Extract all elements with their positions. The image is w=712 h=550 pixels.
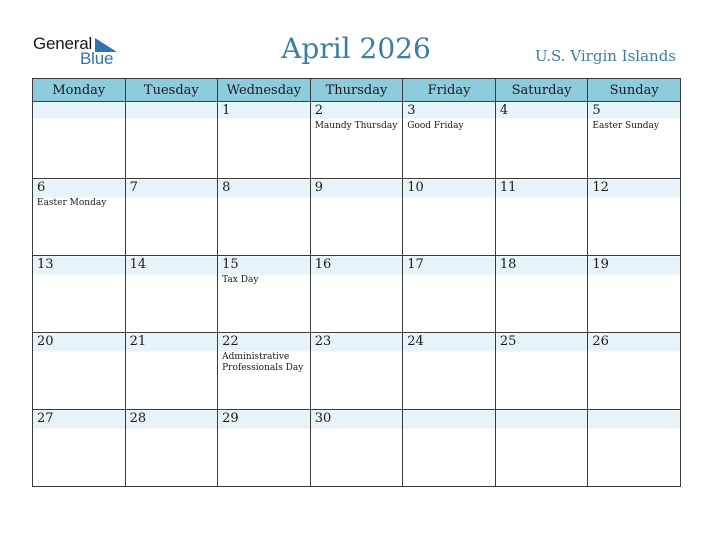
holiday-label — [403, 196, 495, 198]
day-cell — [218, 256, 311, 333]
day-number: 26 — [592, 334, 609, 349]
holiday-label — [126, 273, 218, 275]
day-cell — [588, 333, 681, 410]
day-number: 28 — [129, 411, 147, 426]
holiday-label — [311, 350, 403, 352]
day-cell — [218, 179, 311, 256]
day-number: 12 — [592, 180, 609, 195]
holiday-label — [496, 119, 588, 121]
day-number: 17 — [407, 257, 424, 272]
holiday-label — [126, 196, 218, 198]
logo-word-blue: Blue — [80, 49, 114, 68]
day-number: 10 — [407, 180, 424, 195]
holiday-label: Administrative Professionals Day — [222, 352, 304, 373]
day-cell — [125, 102, 218, 179]
day-number: 25 — [499, 334, 517, 349]
holiday-label — [218, 196, 310, 198]
holiday-label: Maundy Thursday — [314, 121, 398, 131]
holiday-label — [33, 350, 125, 352]
week-row — [33, 102, 681, 179]
day-cell — [403, 333, 496, 410]
weekday-friday: Friday — [403, 79, 496, 102]
holiday-label — [33, 273, 125, 275]
holiday-label: Easter Monday — [37, 198, 107, 208]
day-number: 13 — [37, 257, 54, 272]
holiday-label: Good Friday — [407, 121, 464, 131]
holiday-label — [311, 196, 403, 198]
weekday-tuesday: Tuesday — [125, 79, 218, 102]
day-cell — [125, 333, 218, 410]
day-cell — [218, 333, 311, 410]
calendar-grid — [32, 78, 681, 487]
day-cell — [403, 179, 496, 256]
day-cell — [33, 102, 126, 179]
day-number: 6 — [37, 180, 46, 195]
day-cell — [310, 102, 403, 179]
holiday-label — [311, 427, 403, 429]
holiday-label — [496, 273, 588, 275]
holiday-label — [403, 411, 495, 413]
day-cell — [588, 179, 681, 256]
day-cell — [403, 410, 496, 487]
holiday-label — [33, 427, 125, 429]
day-cell — [310, 333, 403, 410]
day-cell — [588, 256, 681, 333]
day-number: 1 — [222, 103, 231, 118]
weekday-thursday: Thursday — [310, 79, 403, 102]
holiday-label — [126, 103, 218, 105]
holiday-label: Tax Day — [222, 275, 259, 285]
day-cell — [495, 179, 588, 256]
holiday-label — [496, 411, 588, 413]
day-number: 21 — [129, 334, 147, 349]
holiday-label — [218, 427, 310, 429]
day-cell — [588, 102, 681, 179]
day-cell — [33, 256, 126, 333]
day-cell — [588, 410, 681, 487]
holiday-label — [588, 350, 680, 352]
weekday-header-row — [33, 79, 681, 102]
day-cell — [495, 256, 588, 333]
day-cell — [218, 102, 311, 179]
day-number: 5 — [592, 103, 601, 118]
holiday-label — [496, 196, 588, 198]
day-cell — [403, 102, 496, 179]
day-cell — [125, 256, 218, 333]
holiday-label — [403, 350, 495, 352]
weekday-sunday: Sunday — [588, 79, 681, 102]
day-cell — [125, 410, 218, 487]
holiday-label — [496, 350, 588, 352]
holiday-label: Easter Sunday — [592, 121, 660, 131]
day-number: 18 — [499, 257, 517, 272]
weekday-monday: Monday — [33, 79, 126, 102]
day-number: 14 — [129, 257, 147, 272]
page-title: April 2026 — [281, 32, 431, 65]
day-number: 4 — [499, 103, 509, 118]
holiday-label — [126, 350, 218, 352]
week-row — [33, 256, 681, 333]
day-cell — [33, 179, 126, 256]
day-number: 22 — [222, 334, 239, 349]
holiday-label — [403, 273, 495, 275]
day-number: 24 — [407, 334, 424, 349]
day-number: 16 — [314, 257, 332, 272]
holiday-label — [588, 411, 680, 413]
day-number: 8 — [222, 180, 231, 195]
day-cell — [403, 256, 496, 333]
day-cell — [33, 410, 126, 487]
week-row — [33, 179, 681, 256]
weekday-wednesday: Wednesday — [218, 79, 311, 102]
day-number: 9 — [314, 180, 323, 195]
holiday-label — [588, 196, 680, 198]
day-number: 30 — [314, 411, 332, 426]
holiday-label — [218, 119, 310, 121]
week-row — [33, 333, 681, 410]
weekday-saturday: Saturday — [495, 79, 588, 102]
holiday-label — [588, 273, 680, 275]
region-label: U.S. Virgin Islands — [535, 47, 676, 65]
logo-word-general: General — [33, 34, 93, 53]
day-cell — [310, 256, 403, 333]
day-cell — [310, 410, 403, 487]
day-number: 2 — [314, 103, 323, 118]
day-number: 20 — [37, 334, 54, 349]
holiday-label — [33, 103, 125, 105]
day-number: 3 — [407, 103, 416, 118]
day-cell — [33, 333, 126, 410]
day-number: 19 — [592, 257, 609, 272]
day-cell — [495, 102, 588, 179]
day-number: 29 — [222, 411, 239, 426]
day-number: 27 — [37, 411, 54, 426]
day-number: 23 — [314, 334, 332, 349]
day-cell — [218, 410, 311, 487]
holiday-label — [126, 427, 218, 429]
day-number: 15 — [222, 257, 239, 272]
holiday-label — [311, 273, 403, 275]
day-cell — [495, 333, 588, 410]
day-number: 11 — [499, 180, 517, 195]
day-cell — [310, 179, 403, 256]
day-number: 7 — [129, 180, 138, 195]
day-cell — [125, 179, 218, 256]
week-row — [33, 410, 681, 487]
day-cell — [495, 410, 588, 487]
